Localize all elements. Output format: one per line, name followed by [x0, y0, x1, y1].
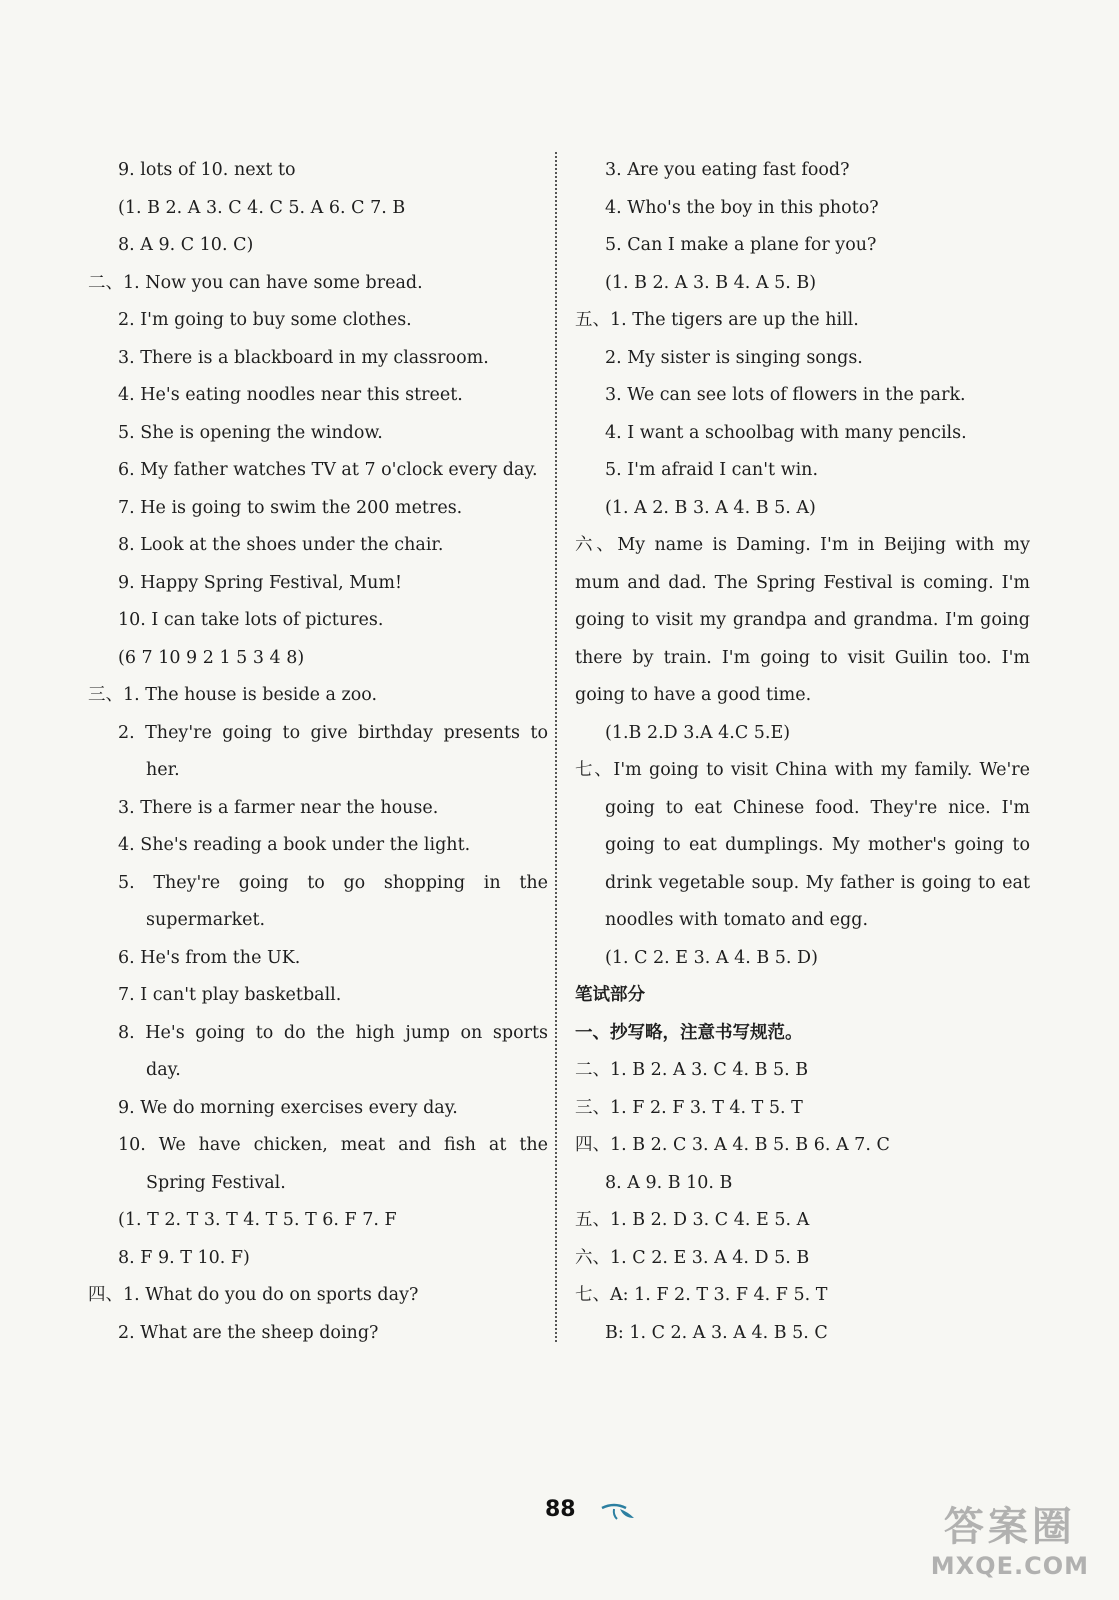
answer-line: 5. They're going to go shopping in the — [118, 872, 548, 893]
answer-line: 七、I'm going to visit China with my family. We're — [575, 760, 1030, 780]
answer-line: day. — [146, 1060, 181, 1080]
answer-line: 6. My father watches TV at 7 o'clock every day. — [118, 460, 538, 480]
answer-line: 5. She is opening the window. — [118, 422, 383, 443]
answer-line: 2. What are the sheep doing? — [118, 1322, 379, 1343]
answer-line: 五、1. The tigers are up the hill. — [575, 310, 859, 330]
page-number: 88 — [545, 1497, 576, 1522]
answer-line: 一、抄写略，注意书写规范。 — [575, 1022, 803, 1043]
watermark-logo-text: 答案圈 — [943, 1504, 1076, 1550]
answer-line: 2. They're going to give birthday presents to — [118, 722, 548, 743]
answer-line: Spring Festival. — [146, 1172, 286, 1193]
answer-line: her. — [146, 760, 180, 780]
answer-line: (1. A 2. B 3. A 4. B 5. A) — [605, 497, 816, 518]
answer-line: 五、1. B 2. D 3. C 4. E 5. A — [575, 1210, 810, 1230]
answer-line: noodles with tomato and egg. — [605, 910, 869, 930]
answer-line: 2. My sister is singing songs. — [605, 347, 863, 368]
answer-line: 4. Who's the boy in this photo? — [605, 197, 879, 218]
answer-line: 9. lots of 10. next to — [118, 160, 296, 180]
answer-line: (1. T 2. T 3. T 4. T 5. T 6. F 7. F — [118, 1210, 397, 1230]
answer-line: 三、1. The house is beside a zoo. — [88, 685, 378, 705]
leaf-icon — [600, 1500, 640, 1526]
answer-line: 2. I'm going to buy some clothes. — [118, 310, 412, 330]
answer-line: 8. A 9. B 10. B — [605, 1172, 733, 1193]
answer-line: mum and dad. The Spring Festival is coming. I'm — [575, 572, 1030, 593]
answer-line: 8. A 9. C 10. C) — [118, 235, 254, 255]
answer-line: going to have a good time. — [575, 685, 812, 705]
answer-line: (1. B 2. A 3. C 4. C 5. A 6. C 7. B — [118, 197, 406, 218]
answer-line: 六、My name is Daming. I'm in Beijing with my — [575, 535, 1030, 555]
answer-line: 9. Happy Spring Festival, Mum! — [118, 572, 403, 593]
answer-line: (1.B 2.D 3.A 4.C 5.E) — [605, 722, 791, 743]
answer-line: 8. Look at the shoes under the chair. — [118, 535, 444, 555]
left-answer-column — [88, 152, 548, 1352]
answer-line: (1. B 2. A 3. B 4. A 5. B) — [605, 272, 817, 293]
watermark-url: MXQE.COM — [930, 1552, 1089, 1580]
answer-line: 三、1. F 2. F 3. T 4. T 5. T — [575, 1097, 803, 1118]
answer-line: drink vegetable soup. My father is going to eat — [605, 872, 1030, 893]
answer-line: 四、1. B 2. C 3. A 4. B 5. B 6. A 7. C — [575, 1135, 890, 1155]
answer-line: going to eat Chinese food. They're nice. I'm — [605, 797, 1030, 818]
answer-line: 六、1. C 2. E 3. A 4. D 5. B — [575, 1247, 810, 1268]
answer-line: (1. C 2. E 3. A 4. B 5. D) — [605, 947, 818, 968]
answer-line: 5. Can I make a plane for you? — [605, 235, 877, 255]
answer-line: 6. He's from the UK. — [118, 947, 301, 968]
answer-line: 四、1. What do you do on sports day? — [88, 1285, 419, 1305]
answer-line: 3. There is a blackboard in my classroom. — [118, 347, 489, 368]
answer-line: 4. He's eating noodles near this street. — [118, 385, 463, 405]
answer-line: 4. She's reading a book under the light. — [118, 835, 471, 855]
answer-line: 9. We do morning exercises every day. — [118, 1097, 458, 1118]
watermark — [931, 1495, 1089, 1580]
answer-line: going to eat dumplings. My mother's going to — [605, 835, 1030, 855]
answer-line: 7. He is going to swim the 200 metres. — [118, 497, 463, 518]
answer-line: 5. I'm afraid I can't win. — [605, 460, 819, 480]
answer-line: 8. He's going to do the high jump on sports — [118, 1022, 548, 1043]
right-answer-column — [575, 152, 1030, 1352]
answer-line: 7. I can't play basketball. — [118, 985, 342, 1005]
answer-line: supermarket. — [146, 910, 266, 930]
answer-line: 二、1. B 2. A 3. C 4. B 5. B — [575, 1060, 809, 1080]
answer-line: 二、1. Now you can have some bread. — [88, 272, 423, 293]
answer-line: going to visit my grandpa and grandma. I'm going — [575, 610, 1030, 630]
answer-line: 3. We can see lots of flowers in the park. — [605, 385, 966, 405]
answer-line: 8. F 9. T 10. F) — [118, 1247, 250, 1268]
answer-line: 笔试部分 — [575, 985, 645, 1005]
column-divider — [555, 152, 557, 1342]
answer-line: 4. I want a schoolbag with many pencils. — [605, 422, 967, 443]
answer-line: (6 7 10 9 2 1 5 3 4 8) — [118, 647, 305, 668]
answer-line: B: 1. C 2. A 3. A 4. B 5. C — [605, 1322, 828, 1343]
answer-line: 3. Are you eating fast food? — [605, 160, 850, 180]
answer-line: there by train. I'm going to visit Guilin too. I'm — [575, 647, 1030, 668]
answer-line: 10. I can take lots of pictures. — [118, 610, 384, 630]
answer-line: 10. We have chicken, meat and fish at the — [118, 1135, 548, 1155]
answer-line: 3. There is a farmer near the house. — [118, 797, 439, 818]
answer-line: 七、A: 1. F 2. T 3. F 4. F 5. T — [575, 1285, 828, 1305]
